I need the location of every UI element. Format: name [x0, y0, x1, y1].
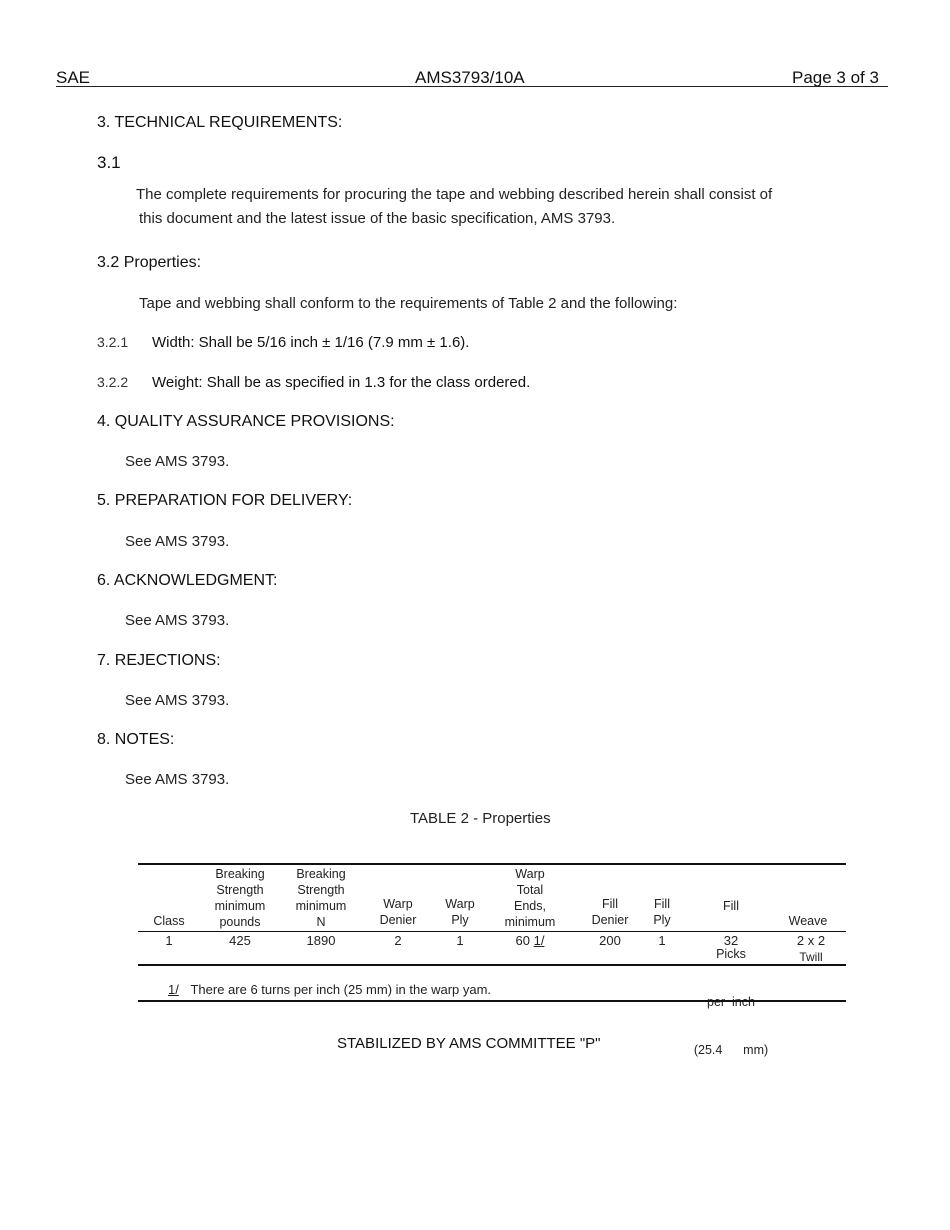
section-4-text: See AMS 3793. [125, 453, 230, 470]
table-footnote [168, 982, 491, 997]
header-fill-denier: Fill Denier [591, 897, 629, 927]
section-8-title: 8. NOTES: [97, 731, 175, 748]
footnote-mark: 1/ [168, 982, 179, 997]
section-3-2-2-number: 3.2.2 [97, 374, 129, 390]
header-warp-denier: Warp Denier [379, 897, 417, 927]
section-4-title: 4. QUALITY ASSURANCE PROVISIONS: [97, 413, 395, 430]
section-5-title: 5. PREPARATION FOR DELIVERY: [97, 492, 353, 509]
section-3-2-1-number: 3.2.1 [97, 334, 129, 350]
section-6-title: 6. ACKNOWLEDGMENT: [97, 572, 278, 589]
cell-warp-total-ends [495, 933, 565, 949]
section-3-1-number: 3.1 [97, 153, 121, 172]
table-top-rule [138, 863, 846, 865]
cell-fill-denier: 200 [599, 933, 621, 948]
section-3-2-title: 3.2 Properties: [97, 254, 202, 271]
section-7-title: 7. REJECTIONS: [97, 652, 221, 669]
header-doc-number: AMS3793/10A [415, 68, 525, 87]
table-caption: TABLE 2 - Properties [410, 810, 551, 827]
table-bottom-rule [138, 964, 846, 966]
stabilized-notice: STABILIZED BY AMS COMMITTEE "P" [337, 1035, 601, 1052]
table-header-rule [138, 931, 846, 932]
cell-weave: 2 x 2 Twill [796, 933, 826, 964]
section-5-text: See AMS 3793. [125, 533, 230, 550]
footnote-bottom-rule [138, 1000, 846, 1002]
header-class: Class [153, 914, 185, 928]
cell-breaking-strength-lb: 425 [229, 933, 251, 948]
cell-warp-ply: 1 [456, 933, 464, 948]
header-fill-ply: Fill Ply [653, 897, 671, 927]
header-breaking-strength-lb: Breaking Strength minimum pounds [214, 867, 266, 929]
cell-breaking-strength-n: 1890 [306, 933, 336, 948]
section-7-text: See AMS 3793. [125, 692, 230, 709]
footnote-text: There are 6 turns per inch (25 mm) in the warp yam. [190, 982, 492, 997]
section-3-2-2-text: Weight: Shall be as specified in 1.3 for the class ordered. [152, 374, 531, 391]
header-page-number: Page 3 of 3 [792, 68, 879, 87]
section-3-1-line-1: The complete requirements for procuring the tape and webbing described herein shall consist of [136, 186, 773, 203]
header-weave: Weave [788, 914, 828, 928]
cell-fill-ply: 1 [658, 933, 666, 948]
section-6-text: See AMS 3793. [125, 612, 230, 629]
cell-fill-picks: 32 [723, 933, 739, 948]
section-8-text: See AMS 3793. [125, 771, 230, 788]
cell-warp-total-ends-value: 60 [515, 933, 530, 948]
section-3-title: 3. TECHNICAL REQUIREMENTS: [97, 114, 343, 131]
cell-warp-denier: 2 [394, 933, 402, 948]
header-rule [56, 86, 888, 87]
header-left: SAE [56, 68, 91, 87]
cell-class: 1 [165, 933, 173, 948]
header-breaking-strength-n: Breaking Strength minimum N [295, 867, 347, 929]
section-3-2-1-text: Width: Shall be 5/16 inch ± 1/16 (7.9 mm ± 1.6). [152, 334, 470, 351]
header-warp-total-ends: Warp Total Ends, minimum [504, 867, 556, 929]
header-warp-ply: Warp Ply [445, 897, 475, 927]
header-fill-picks: Fill Picks per inch (25.4 mm) [693, 899, 769, 1057]
section-3-2-text: Tape and webbing shall conform to the requirements of Table 2 and the following: [139, 295, 678, 312]
section-3-1-line-2: this document and the latest issue of the basic specification, AMS 3793. [139, 210, 616, 227]
footnote-reference: 1/ [533, 933, 545, 948]
